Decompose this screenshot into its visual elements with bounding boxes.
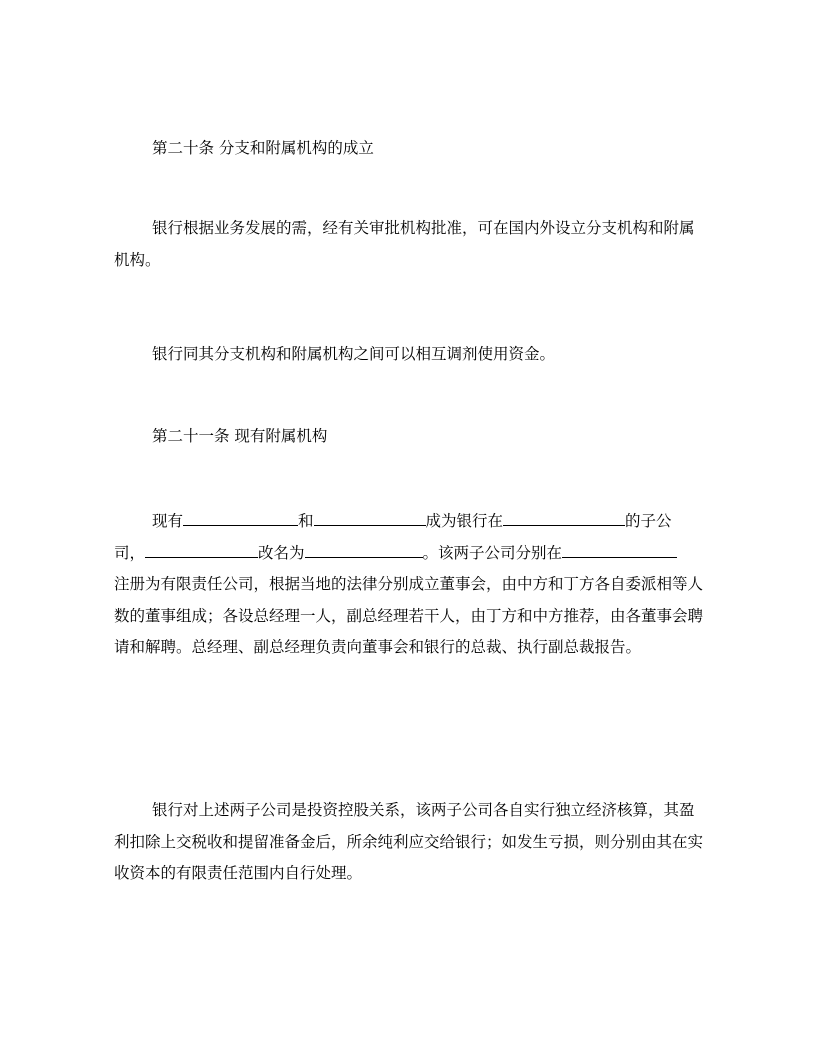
text-segment: 和 — [298, 512, 314, 530]
text-segment: 注册为有限责任公司，根据当地的法律分别成立董事会，由中方和丁方各自委派相等人数的董事组成；各设总经理一人，副总经理若干人，由丁方和中方推荐，由各董事会聘请和解聘。总经理、副总经理负责向董事会和银行的总裁、执行副总裁报告。 — [114, 575, 704, 656]
text-segment: 司， — [114, 543, 146, 562]
article-21-title: 第二十一条 现有附属机构 — [152, 427, 328, 445]
article-21-paragraph-2-text: 银行对上述两子公司是投资控股关系，该两子公司各自实行独立经济核算，其盈利扣除上交税收和提留准备金后，所余纯利应交给银行；如发生亏损，则分别由其在实收资本的有限责任范围内自行处理。 — [114, 801, 704, 882]
blank-line-subsidiary-2 — [314, 524, 426, 526]
article-21-heading — [114, 421, 704, 453]
article-20-paragraph-2-text: 银行同其分支机构和附属机构之间可以相互调剂使用资金。 — [152, 345, 556, 363]
paragraph-line — [114, 538, 704, 570]
paragraph-continuation — [114, 569, 704, 664]
blank-line-old-name — [145, 556, 258, 558]
article-21-paragraph-2 — [114, 795, 704, 890]
article-20-paragraph-2 — [114, 339, 704, 371]
article-20-heading — [114, 133, 704, 165]
blank-line-subsidiary-1 — [183, 524, 298, 526]
article-20-paragraph-1-text: 银行根据业务发展的需，经有关审批机构批准，可在国内外设立分支机构和附属机构。 — [114, 219, 695, 269]
text-segment: 现有 — [152, 512, 184, 530]
article-20-title: 第二十条 分支和附属机构的成立 — [152, 139, 374, 157]
blank-line-new-name — [305, 556, 423, 558]
article-20-paragraph-1 — [114, 213, 704, 276]
text-segment: 的子公 — [625, 512, 672, 530]
blank-line-location — [503, 524, 625, 526]
text-segment: 成为银行在 — [425, 512, 504, 530]
text-segment: 。该两子公司分别在 — [422, 543, 563, 562]
text-segment: 改名为 — [258, 543, 305, 562]
blank-line-registration-place — [562, 556, 677, 558]
article-21-paragraph-1 — [114, 506, 704, 664]
paragraph-line — [114, 506, 704, 538]
